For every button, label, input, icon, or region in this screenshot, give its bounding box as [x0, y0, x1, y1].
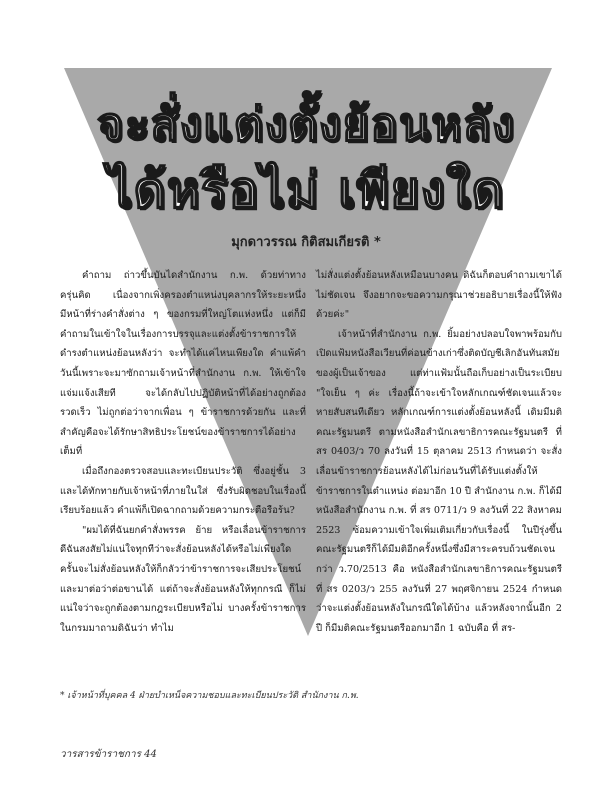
left-paragraph-3: "ผมได้ที่ฉันยกคำสั่งพรรค ย้าย หรือเลื่อนข้าราชการ ดีฉันสงสัยไม่แน่ใจทุกทีว่าจะสั่งย้อนหลังได้หรือไม่เพียงใด ครั้นจะไม่สั่งย้อนหลังให้ก็กลัวว่าข้าราชการจะเสียประโยชน์และมาต่อว่าต่อขานได้ แต่ถ้าจะสั่งย้อนหลังให้ทุกกรณี ก็ไม่แน่ใจว่าจะถูกต้องตามกฎระเบียบหรือไม่ บางครั้งข้าราชการในกรมมาถามดิฉันว่า ทำไม [60, 524, 306, 634]
left-paragraph-1: คำถาม ถ่าวขึ้นบันไดสำนักงาน ก.พ. ด้วยท่าทางครุ่นคิด เนื่องจากเพิ่งครองตำแหน่งบุคลากรให้ระยะหนึ่ง มีหน้าที่ร่างคำสั่งต่าง ๆ ของกรมที่ใหญ่โตแห่งหนึ่ง แต่ก็มีคำถามในเข้าใจในเรื่องการบรรจุและแต่งตั้งข้าราชการให้ดำรงตำแหน่งย้อนหลังว่า จะทำได้แค่ไหนเพียงใด คำแพ้คำวันนี้เพราะจะมาซักถามเจ้าหน้าที่สำนักงาน ก.พ. ให้เข้าใจแจ่มแจ้งเสียที จะได้กลับไปปฏิบัติหน้าที่ได้อย่างถูกต้อง รวดเร็ว ไม่ถูกต่อว่าจากเพื่อน ๆ ข้าราชการด้วยกัน และที่สำคัญคือจะได้รักษาสิทธิประโยชน์ของข้าราชการได้อย่างเต็มที่ [60, 270, 306, 458]
author-footnote: * เจ้าหน้าที่บุคคล 4 ฝ่ายบำเหน็จความชอบและทะเบียนประวัติ สำนักงาน ก.พ. [60, 691, 359, 701]
right-column [316, 266, 562, 638]
headline-line-1: จะสั่งแต่งตั้งย้อนหลัง [96, 97, 516, 151]
left-paragraph-2: เมื่อถึงกองตรวจสอบและทะเบียนประวัติ ซึ่งอยู่ชั้น 3 และได้ทักทายกับเจ้าหน้าที่ภายในใส่ ซึ่งรับผิดชอบในเรื่องนี้เรียบร้อยแล้ว คำแพ้ก็เปิดฉากถามด้วยความกระตือรือร้น? [60, 465, 306, 517]
journal-footer: วารสารข้าราชการ 44 [60, 749, 157, 760]
right-paragraph-1: ไม่สั่งแต่งตั้งย้อนหลังเหมือนบางคน ดิฉันก็ตอบคำถามเขาได้ไม่ชัดเจน จึงอยากจะขอความกรุณาช่วยอธิบายเรื่องนี้ให้ฟังด้วยค่ะ" [316, 270, 562, 321]
right-paragraph-2: เจ้าหน้าที่สำนักงาน ก.พ. ยิ้มอย่างปลอบใจพาพร้อมกับเปิดแฟ้มหนังสือเวียนที่ค่อนข้างเก่าซึ่งติดบัญชีเลิกอันทันสมัยของผู้เป็นเจ้าของ แต่ท่าแฟ้มนั้นถือเก็บอย่างเป็นระเบียบ "ใจเย็น ๆ ค่ะ เรื่องนี้ถ้าจะเข้าใจหลักเกณฑ์ชัดเจนแล้วจะหายสับสนทีเดียว หลักเกณฑ์การแต่งตั้งย้อนหลังนี้ เดิมมีมติคณะรัฐมนตรี ตามหนังสือสำนักเลขาธิการคณะรัฐมนตรี ที่ สร 0403/ว 70 ลงวันที่ 15 ตุลาคม 2513 กำหนดว่า จะสั่งเลื่อนข้าราชการย้อนหลังได้ไม่ก่อนวันที่ได้รับแต่งตั้งให้ข้าราชการในตำแหน่ง ต่อมาอีก 10 ปี สำนักงาน ก.พ. ก็ได้มีหนังสือสำนักงาน ก.พ. ที่ สร 0711/ว 9 ลงวันที่ 22 สิงหาคม 2523 ซ้อมความเข้าใจเพิ่มเติมเกี่ยวกับเรื่องนี้ ในปีรุ่งขึ้นคณะรัฐมนตรีก็ได้มีมติอีกครั้งหนึ่งซึ่งมีสาระครบถ้วนชัดเจนกว่า ว.70/2513 คือ หนังสือสำนักเลขาธิการคณะรัฐมนตรี ที่ สร 0203/ว 255 ลงวันที่ 27 พฤศจิกายน 2524 กำหนดว่าจะแต่งตั้งย้อนหลังในกรณีใดได้บ้าง แล้วหลังจากนั้นอีก 2 ปี ก็มีมติคณะรัฐมนตรีออกมาอีก 1 ฉบับคือ ที่ สร- [316, 328, 562, 634]
author-byline: มุกดาวรรณ กิติสมเกียรติ * [231, 235, 381, 250]
headline-line-2: ได้หรือไม่ เพียงใด [107, 161, 505, 219]
left-column [60, 266, 306, 638]
